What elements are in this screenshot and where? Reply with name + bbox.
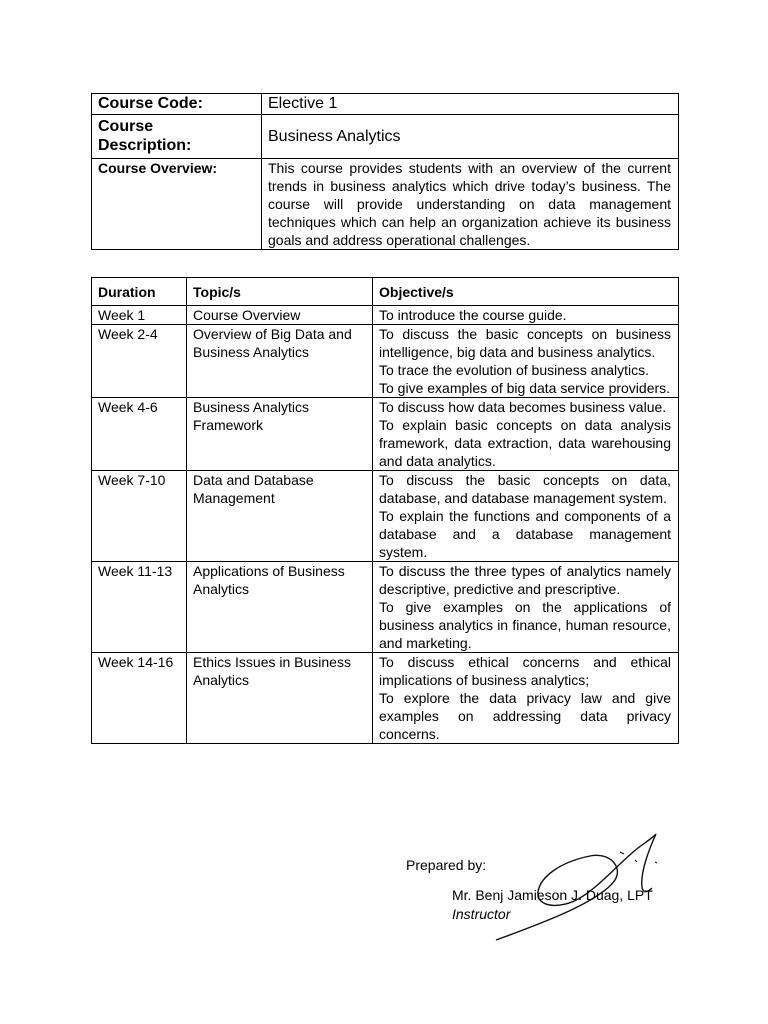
course-description-value: Business Analytics [262, 115, 679, 159]
objective-item: To discuss the three types of analytics namely descriptive, predictive and prescriptive. [379, 563, 671, 597]
course-description-label [92, 115, 262, 159]
objective-item: To discuss the basic concepts on data, database, and database management system. [379, 472, 671, 506]
course-code-value: Elective 1 [262, 94, 679, 115]
objective-item: To introduce the course guide. [379, 307, 567, 323]
objective-item: To explain basic concepts on data analysis framework, data extraction, data warehousing and data analytics. [379, 417, 671, 469]
prepared-by-label: Prepared by: [406, 857, 487, 873]
course-info-table [91, 93, 679, 250]
schedule-row [92, 325, 679, 398]
objective-cell [373, 471, 679, 562]
objective-cell [373, 398, 679, 471]
duration-cell: Week 2-4 [92, 325, 187, 398]
objective-item: To explain the functions and components of a database and a database management system. [379, 508, 671, 560]
schedule-row [92, 306, 679, 325]
schedule-table [91, 277, 679, 744]
course-overview-label: Course Overview: [92, 159, 262, 250]
course-overview-row [92, 159, 679, 250]
duration-cell: Week 7-10 [92, 471, 187, 562]
duration-cell: Week 11-13 [92, 562, 187, 653]
topic-cell: Applications of Business Analytics [187, 562, 373, 653]
objective-header: Objective/s [373, 278, 679, 306]
objective-item: To give examples on the applications of business analytics in finance, human resource, and marketing. [379, 599, 671, 651]
topic-cell: Data and Database Management [187, 471, 373, 562]
course-description-label-line2: Description: [98, 137, 192, 154]
topic-cell: Course Overview [187, 306, 373, 325]
objective-item: To discuss the basic concepts on business intelligence, big data and business analytics. [379, 326, 671, 360]
topic-cell: Overview of Big Data and Business Analytics [187, 325, 373, 398]
course-code-row [92, 94, 679, 115]
schedule-row [92, 562, 679, 653]
schedule-header-row [92, 278, 679, 306]
course-code-label: Course Code: [92, 94, 262, 115]
topic-cell: Ethics Issues in Business Analytics [187, 653, 373, 744]
topic-header: Topic/s [187, 278, 373, 306]
schedule-row [92, 653, 679, 744]
duration-header: Duration [92, 278, 187, 306]
duration-cell: Week 4-6 [92, 398, 187, 471]
duration-cell: Week 14-16 [92, 653, 187, 744]
objective-item: To explore the data privacy law and give examples on addressing data privacy concerns. [379, 690, 671, 742]
course-description-row [92, 115, 679, 159]
topic-cell: Business Analytics Framework [187, 398, 373, 471]
schedule-row [92, 398, 679, 471]
instructor-title: Instructor [452, 906, 511, 922]
instructor-name: Mr. Benj Jamieson J. Duag, LPT [452, 887, 653, 903]
course-description-label-line1: Course [98, 118, 154, 135]
objective-cell [373, 306, 679, 325]
duration-cell: Week 1 [92, 306, 187, 325]
objective-item: To discuss how data becomes business value. [379, 399, 667, 415]
objective-item: To discuss ethical concerns and ethical implications of business analytics; [379, 654, 671, 688]
objective-cell [373, 653, 679, 744]
objective-cell [373, 562, 679, 653]
objective-item: To trace the evolution of business analytics. [379, 362, 650, 378]
objective-cell [373, 325, 679, 398]
objective-item: To give examples of big data service providers. [379, 380, 671, 396]
schedule-row [92, 471, 679, 562]
course-overview-value: This course provides students with an overview of the current trends in business analytics which drive today’s business. The course will provide understanding on data management techniques which can help an organization achieve its business goals and address operational challenges. [262, 159, 679, 250]
